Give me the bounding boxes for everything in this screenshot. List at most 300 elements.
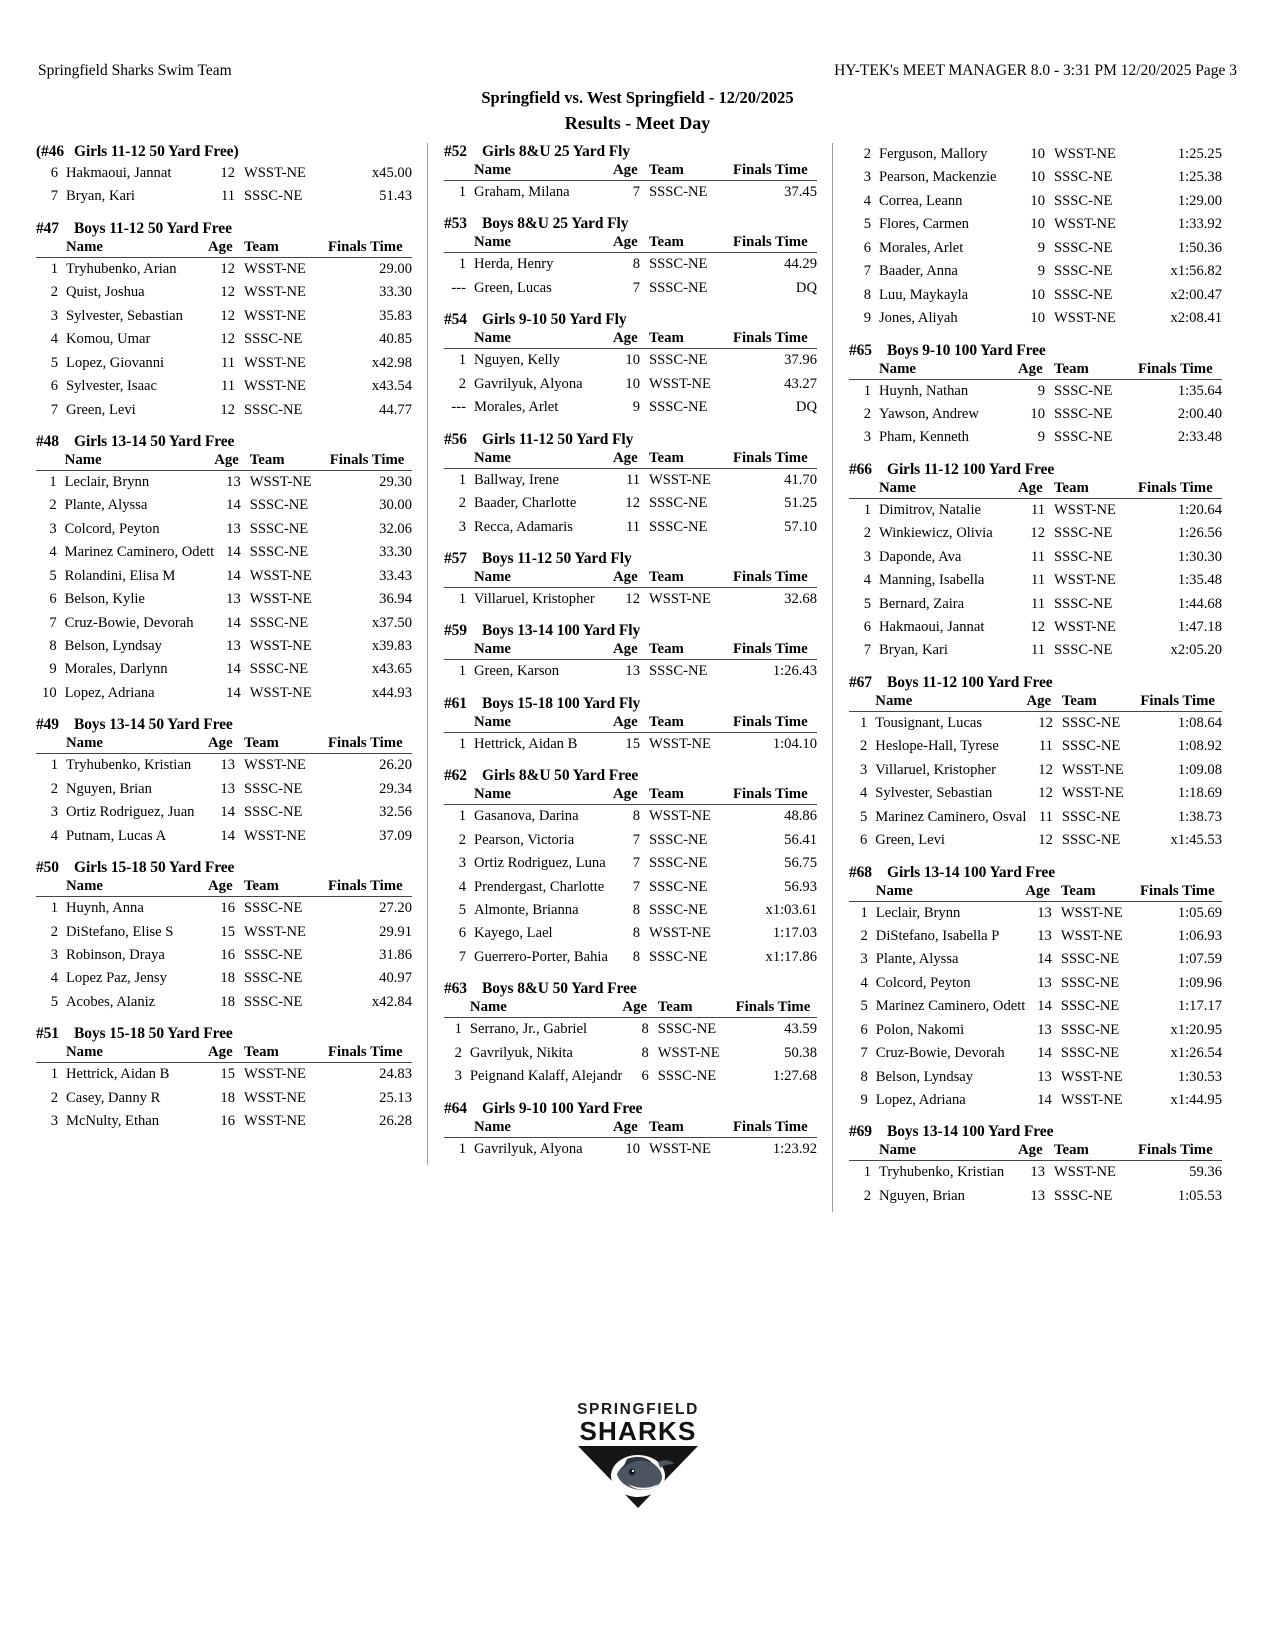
cell-swimmer-name: Ferguson, Mallory	[879, 146, 988, 162]
cell-place: 4	[458, 878, 466, 895]
cell-swimmer-name: Baader, Charlotte	[474, 495, 577, 512]
springfield-sharks-logo-icon	[570, 1392, 706, 1510]
results-table	[36, 735, 412, 848]
cell-team: SSSC-NE	[1054, 429, 1113, 446]
cell-place: 6	[863, 239, 871, 256]
cell-age: 9	[1037, 239, 1045, 256]
col-header-finals-time: Finals Time	[733, 641, 817, 660]
cell-place: 1	[860, 904, 868, 921]
cell-swimmer-name: Leclair, Brynn	[64, 473, 150, 490]
cell-finals-time: 1:35.64	[1177, 382, 1222, 399]
col-header-name: Name	[879, 361, 1018, 380]
cell-place: 8	[49, 638, 57, 654]
cell-age: 10	[1030, 146, 1045, 162]
cell-place: 1	[49, 473, 57, 490]
table-row	[444, 587, 817, 611]
cell-age: 14	[226, 544, 241, 561]
cell-age: 14	[220, 804, 235, 821]
cell-place: 3	[860, 951, 868, 968]
col-header-team: Team	[244, 735, 328, 754]
cell-age: 13	[226, 591, 241, 608]
cell-age: 8	[632, 925, 640, 942]
table-header-row	[849, 480, 1222, 499]
cell-place: 7	[50, 401, 58, 418]
cell-place: 2	[50, 923, 58, 940]
results-columns	[36, 143, 1239, 1212]
cell-finals-time: 32.56	[379, 804, 412, 821]
cell-team: SSSC-NE	[1054, 1187, 1113, 1204]
cell-team: WSST-NE	[1061, 785, 1124, 802]
cell-finals-time: 29.00	[379, 260, 412, 277]
event-number: #59	[444, 622, 467, 640]
cell-place: 7	[49, 614, 57, 631]
cell-team: SSSC-NE	[244, 946, 303, 963]
cell-age: 12	[625, 495, 640, 512]
cell-finals-time: 26.28	[379, 1113, 412, 1130]
cell-place: 2	[50, 1089, 58, 1106]
results-table	[36, 239, 412, 422]
cell-finals-time: x1:26.54	[1170, 1045, 1222, 1062]
results-table	[444, 162, 817, 204]
cell-finals-time: 1:26.43	[772, 663, 817, 680]
event-block	[849, 674, 1222, 853]
event-name: Boys 9-10 100 Yard Free	[887, 341, 1046, 359]
cell-swimmer-name: Jones, Aliyah	[879, 310, 958, 327]
col-header-place	[849, 1142, 879, 1161]
col-header-team: Team	[1061, 883, 1140, 902]
cell-team: SSSC-NE	[649, 948, 708, 965]
cell-team: SSSC-NE	[649, 256, 708, 273]
table-row	[849, 972, 1222, 995]
col-header-name: Name	[66, 878, 208, 897]
results-table	[36, 1044, 412, 1133]
table-row	[36, 612, 412, 635]
event-block	[444, 1100, 817, 1161]
cell-finals-time: 1:30.53	[1177, 1068, 1222, 1085]
event-name: Boys 11-12 50 Yard Fly	[482, 549, 632, 567]
cell-age: 12	[220, 331, 235, 348]
cell-finals-time: 44.77	[379, 401, 412, 418]
cell-finals-time: x2:05.20	[1170, 642, 1222, 659]
table-row	[849, 1185, 1222, 1208]
cell-age: 14	[226, 661, 241, 678]
col-header-team: Team	[250, 452, 330, 471]
cell-place: 1	[50, 900, 58, 917]
cell-place: 3	[49, 520, 57, 537]
event-title	[444, 622, 817, 640]
results-table	[444, 641, 817, 683]
event-block	[444, 622, 817, 683]
col-header-name: Name	[876, 883, 1026, 902]
cell-team: WSST-NE	[1060, 927, 1123, 944]
table-row	[849, 213, 1222, 236]
cell-age: 11	[220, 188, 235, 205]
table-row	[444, 829, 817, 852]
event-block	[444, 311, 817, 419]
cell-place: 8	[860, 1068, 868, 1085]
cell-age: 13	[1037, 927, 1052, 944]
cell-finals-time: x43.65	[371, 661, 412, 678]
col-header-finals-time: Finals Time	[1140, 693, 1222, 712]
event-block	[36, 220, 412, 422]
cell-swimmer-name: Huynh, Nathan	[879, 382, 969, 399]
cell-team: SSSC-NE	[244, 970, 303, 987]
cell-team: SSSC-NE	[649, 902, 708, 918]
results-column-left	[36, 143, 421, 1138]
cell-finals-time: 1:27.68	[772, 1068, 817, 1085]
results-column-right	[832, 143, 1231, 1212]
cell-team: WSST-NE	[649, 735, 711, 752]
event-number: #51	[36, 1025, 59, 1043]
results-table	[849, 693, 1222, 853]
col-header-finals-time: Finals Time	[328, 878, 412, 897]
cell-team: SSSC-NE	[249, 614, 309, 631]
cell-finals-time: 57.10	[784, 518, 817, 535]
table-row	[849, 759, 1222, 782]
cell-age: 11	[220, 378, 235, 395]
table-row	[444, 1018, 817, 1042]
cell-place: 9	[863, 310, 871, 327]
col-header-place	[444, 450, 474, 469]
cell-age: 15	[625, 735, 640, 752]
cell-team: WSST-NE	[657, 1044, 720, 1061]
cell-place: 2	[458, 495, 466, 512]
cell-finals-time: x1:20.95	[1170, 1021, 1222, 1038]
cell-age: 10	[1030, 286, 1045, 303]
cell-finals-time: DQ	[795, 279, 817, 296]
cell-finals-time: 1:05.53	[1177, 1187, 1222, 1204]
cell-swimmer-name: Nguyen, Kelly	[474, 352, 560, 369]
cell-finals-time: x1:45.53	[1170, 832, 1222, 849]
event-block	[36, 859, 412, 1014]
table-row	[36, 825, 412, 848]
cell-age: 10	[625, 352, 640, 369]
col-header-finals-time: Finals Time	[328, 1044, 412, 1063]
cell-finals-time: x43.54	[371, 378, 412, 395]
event-number: #48	[36, 432, 59, 450]
col-header-finals-time: Finals Time	[733, 1119, 817, 1138]
cell-age: 7	[632, 855, 640, 872]
table-header-row	[444, 786, 817, 805]
col-header-finals-time: Finals Time	[1138, 480, 1222, 499]
col-header-age: Age	[613, 714, 649, 733]
table-row	[849, 829, 1222, 852]
cell-team: WSST-NE	[244, 1089, 306, 1106]
cell-team: WSST-NE	[249, 638, 312, 654]
table-row	[849, 639, 1222, 662]
table-row	[36, 305, 412, 328]
event-number: #54	[444, 311, 467, 329]
cell-finals-time: x45.00	[371, 165, 412, 181]
event-name: Girls 13-14 100 Yard Free	[887, 863, 1055, 881]
cell-swimmer-name: Lopez, Giovanni	[66, 354, 165, 371]
col-header-finals-time: Finals Time	[733, 330, 817, 349]
cell-swimmer-name: Robinson, Draya	[66, 946, 165, 963]
cell-age: 11	[625, 518, 640, 535]
event-block	[444, 695, 817, 756]
cell-finals-time: 51.43	[379, 188, 412, 205]
table-header-row	[849, 361, 1222, 380]
cell-swimmer-name: Green, Levi	[66, 401, 136, 418]
cell-swimmer-name: Tryhubenko, Arian	[66, 260, 177, 277]
cell-swimmer-name: Marinez Caminero, Osval	[875, 808, 1027, 825]
cell-age: 12	[1030, 619, 1045, 635]
table-header-row	[444, 162, 817, 181]
col-header-place	[444, 714, 474, 733]
table-header-row	[36, 735, 412, 754]
table-row	[36, 944, 412, 967]
table-row	[849, 711, 1222, 735]
cell-age: 14	[1037, 1045, 1052, 1062]
cell-age: 10	[1030, 216, 1045, 233]
table-header-row	[849, 883, 1222, 902]
cell-place: 5	[860, 808, 868, 825]
table-row	[444, 277, 817, 300]
team-logo	[0, 1392, 1275, 1510]
col-header-place	[849, 693, 875, 712]
cell-age: 8	[632, 902, 640, 918]
col-header-name: Name	[879, 1142, 1018, 1161]
cell-place: 1	[863, 501, 871, 518]
event-block	[849, 864, 1222, 1113]
cell-place: 7	[860, 1045, 868, 1062]
table-row	[36, 1063, 412, 1087]
cell-age: 7	[632, 184, 640, 200]
col-header-name: Name	[474, 569, 613, 588]
cell-place: 1	[50, 1066, 58, 1083]
table-row	[849, 1019, 1222, 1042]
cell-finals-time: 1:08.92	[1177, 738, 1222, 755]
cell-place: 3	[50, 307, 58, 324]
event-name: Girls 11-12 100 Yard Free	[887, 460, 1055, 478]
col-header-place	[849, 883, 876, 902]
col-header-name: Name	[470, 999, 623, 1018]
cell-place: 2	[458, 831, 466, 848]
col-header-name: Name	[879, 480, 1018, 499]
col-header-age: Age	[208, 239, 244, 258]
col-header-age: Age	[208, 735, 244, 754]
cell-place: 1	[458, 184, 466, 200]
event-title	[36, 433, 412, 451]
cell-swimmer-name: Bryan, Kari	[879, 642, 948, 659]
table-row	[849, 1161, 1222, 1185]
cell-place: 5	[49, 567, 57, 584]
cell-place: 7	[50, 188, 58, 205]
event-title	[849, 864, 1222, 882]
cell-finals-time: 33.30	[379, 544, 412, 561]
table-row	[849, 166, 1222, 189]
event-number: #62	[444, 767, 467, 785]
cell-swimmer-name: Lopez, Adriana	[875, 1092, 966, 1108]
cell-age: 8	[641, 1021, 649, 1038]
cell-finals-time: 1:09.08	[1177, 761, 1222, 778]
event-title	[444, 431, 817, 449]
col-header-age: Age	[613, 162, 649, 181]
cell-finals-time: 40.97	[379, 970, 412, 987]
cell-age: 8	[632, 256, 640, 273]
event-title	[849, 461, 1222, 479]
cell-team: SSSC-NE	[244, 331, 303, 348]
cell-swimmer-name: Komou, Umar	[66, 331, 151, 348]
table-row	[36, 682, 412, 705]
cell-age: 12	[1030, 525, 1045, 542]
event-number: #57	[444, 549, 467, 567]
results-table	[444, 450, 817, 539]
cell-finals-time: x2:00.47	[1170, 286, 1222, 303]
event-title	[444, 980, 817, 998]
col-header-age: Age	[208, 878, 244, 897]
event-number: #61	[444, 694, 467, 712]
cell-finals-time: x37.50	[371, 614, 412, 631]
table-header-row	[36, 878, 412, 897]
cell-swimmer-name: Plante, Alyssa	[875, 951, 959, 968]
cell-team: SSSC-NE	[1060, 1045, 1120, 1062]
cell-place: 6	[49, 591, 57, 608]
cell-age: 10	[625, 1140, 640, 1157]
table-row	[849, 1089, 1222, 1112]
cell-finals-time: 56.41	[784, 831, 817, 848]
cell-age: 13	[226, 473, 241, 490]
cell-place: 5	[860, 998, 868, 1015]
cell-age: 9	[1037, 429, 1045, 446]
event-block	[849, 143, 1222, 331]
cell-place: 3	[863, 548, 871, 565]
cell-age: 15	[220, 1066, 235, 1083]
col-header-finals-time: Finals Time	[328, 239, 412, 258]
cell-swimmer-name: Tousignant, Lucas	[875, 714, 983, 731]
cell-age: 18	[220, 970, 235, 987]
results-table	[444, 234, 817, 300]
cell-swimmer-name: Lopez, Adriana	[64, 684, 155, 701]
cell-place: 1	[458, 1140, 466, 1157]
results-table	[849, 883, 1222, 1113]
cell-swimmer-name: Guerrero-Porter, Bahia	[474, 948, 608, 965]
col-header-name: Name	[875, 693, 1026, 712]
cell-team: SSSC-NE	[649, 184, 708, 200]
cell-place: 2	[860, 738, 868, 755]
event-block	[444, 767, 817, 969]
event-number: #56	[444, 430, 467, 448]
table-row	[36, 470, 412, 494]
cell-age: 14	[1037, 998, 1052, 1015]
cell-finals-time: 1:04.10	[772, 735, 817, 752]
cell-finals-time: 1:38.73	[1177, 808, 1222, 825]
cell-age: 13	[220, 757, 235, 774]
table-row	[36, 352, 412, 375]
cell-place: 6	[50, 378, 58, 395]
team-name: Springfield Sharks Swim Team	[38, 62, 232, 79]
event-number: #67	[849, 673, 872, 691]
event-block	[36, 433, 412, 705]
event-block	[444, 143, 817, 204]
cell-place: 4	[50, 970, 58, 987]
cell-finals-time: 1:09.96	[1177, 974, 1222, 991]
cell-finals-time: 1:30.30	[1177, 548, 1222, 565]
cell-team: WSST-NE	[249, 684, 312, 701]
cell-age: 18	[220, 993, 235, 1010]
event-block	[36, 1025, 412, 1133]
col-header-team: Team	[244, 1044, 328, 1063]
col-header-finals-time: Finals Time	[1138, 361, 1222, 380]
results-table	[849, 480, 1222, 663]
cell-team: SSSC-NE	[1061, 832, 1121, 849]
event-name: Boys 8&U 25 Yard Fly	[482, 215, 629, 233]
table-row	[36, 328, 412, 351]
col-header-age: Age	[214, 452, 250, 471]
table-row	[849, 498, 1222, 522]
cell-age: 16	[220, 1113, 235, 1130]
cell-swimmer-name: Plante, Alyssa	[64, 497, 148, 514]
col-header-name: Name	[66, 239, 208, 258]
table-row	[36, 897, 412, 921]
col-header-name: Name	[65, 452, 215, 471]
col-header-place	[36, 878, 66, 897]
cell-place: 5	[863, 216, 871, 233]
cell-swimmer-name: Sylvester, Isaac	[66, 378, 157, 395]
table-row	[849, 806, 1222, 829]
results-table	[849, 143, 1222, 331]
event-title	[444, 215, 817, 233]
table-row	[444, 253, 817, 277]
cell-swimmer-name: Correa, Leann	[879, 192, 963, 209]
cell-finals-time: x42.84	[371, 993, 412, 1010]
event-title	[36, 143, 412, 161]
col-header-name: Name	[474, 1119, 613, 1138]
cell-finals-time: 1:06.93	[1177, 927, 1222, 944]
cell-swimmer-name: Nguyen, Brian	[879, 1187, 965, 1204]
cell-swimmer-name: Ortiz Rodriguez, Juan	[66, 804, 195, 821]
cell-swimmer-name: Rolandini, Elisa M	[64, 567, 176, 584]
col-header-place	[36, 1044, 66, 1063]
cell-age: 8	[641, 1044, 649, 1061]
cell-team: WSST-NE	[244, 827, 306, 844]
cell-team: SSSC-NE	[649, 855, 708, 872]
event-title	[444, 311, 817, 329]
cell-place: 2	[860, 927, 868, 944]
cell-place: 2	[50, 284, 58, 301]
col-header-finals-time: Finals Time	[328, 735, 412, 754]
cell-age: 12	[220, 307, 235, 324]
col-header-name: Name	[474, 786, 613, 805]
cell-team: SSSC-NE	[1054, 286, 1113, 303]
col-header-place	[444, 786, 474, 805]
cell-swimmer-name: Putnam, Lucas A	[66, 827, 167, 844]
cell-age: 14	[220, 827, 235, 844]
cell-finals-time: 1:17.03	[772, 925, 817, 942]
cell-finals-time: 29.91	[379, 923, 412, 940]
cell-team: WSST-NE	[244, 354, 306, 371]
cell-swimmer-name: Ballway, Irene	[474, 471, 559, 488]
cell-age: 11	[1030, 501, 1045, 518]
cell-age: 9	[632, 399, 640, 416]
cell-swimmer-name: Ortiz Rodriguez, Luna	[474, 855, 606, 872]
col-header-place	[849, 361, 879, 380]
cell-finals-time: 30.00	[379, 497, 412, 514]
cell-swimmer-name: Acobes, Alaniz	[66, 993, 156, 1010]
cell-swimmer-name: Gavrilyuk, Nikita	[469, 1044, 573, 1061]
cell-age: 11	[1038, 738, 1053, 755]
event-block	[444, 215, 817, 300]
table-row	[36, 967, 412, 990]
event-number: #69	[849, 1123, 872, 1141]
cell-team: WSST-NE	[244, 923, 306, 940]
cell-finals-time: 43.27	[784, 375, 817, 392]
cell-place: 1	[863, 1164, 871, 1181]
table-row	[444, 922, 817, 945]
cell-finals-time: 1:25.38	[1177, 169, 1222, 186]
col-header-team: Team	[649, 234, 733, 253]
table-header-row	[444, 714, 817, 733]
